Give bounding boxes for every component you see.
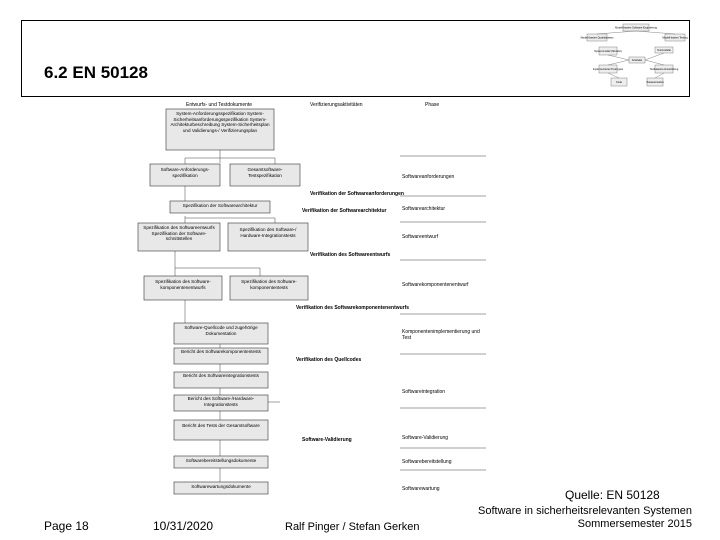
doc-box-label: System-Anforderungsspezifikation System-Sicherheitsanforderungsspezifikation System-Architekturbeschreibung System-Sicherheitsplan und Validierungs-/ Verifizierungsplan <box>170 111 270 133</box>
col-header-documents: Entwurfs- und Testdokumente <box>186 102 253 108</box>
verification-label: Verifikation des Quellcodes <box>296 357 362 363</box>
source-note: Quelle: EN 50128 <box>565 488 660 502</box>
doc-box-label: Gesamtsoftware-Testspezifikation <box>247 167 283 178</box>
doc-box-label: Spezifikation des Software-komponententests <box>241 279 297 290</box>
mini-node-label: Modell-basiert Testing <box>662 36 688 40</box>
doc-box-label: Bericht des Softwareintegrationstests <box>183 373 259 378</box>
footer-date: 10/31/2020 <box>153 519 214 533</box>
mini-node-label: Modell-basiert Qualitätstests <box>580 36 614 40</box>
verification-label: Software-Validierung <box>302 437 352 443</box>
doc-box-label: Bericht des Tests der Gesamtsoftware <box>182 423 260 428</box>
footer-authors: Ralf Pinger / Stefan Gerken <box>285 521 420 533</box>
phase-label: Softwareintegration <box>402 389 446 395</box>
mini-node-label: Systemmodell (Struktur) <box>594 50 622 53</box>
mini-node-label: Code <box>615 81 623 84</box>
doc-box-label: Bericht des Software-/Hardware-Integrationstests <box>187 396 255 407</box>
doc-box-label: Softwarewartungsdokumente <box>191 484 251 489</box>
doc-box-label: Bericht des Softwarekomponententests <box>181 349 261 354</box>
doc-box-label: Spezifikation des Software-/ Hardware-Integrationstests <box>239 227 297 238</box>
slide-title: 6.2 EN 50128 <box>44 63 148 82</box>
mini-node-label: Testautomation <box>646 81 664 84</box>
mini-node-label: Testmodelle <box>657 49 671 52</box>
phase-label: Softwarekomponentenentwurf <box>402 282 469 288</box>
phase-label: Softwareentwurf <box>402 234 439 240</box>
phase-label: Softwarewartung <box>402 486 440 492</box>
footer-course-line2: Sommersemester 2015 <box>577 518 692 530</box>
doc-box-label: Software-Quellcode und zugehörige Dokumentation <box>184 325 258 336</box>
footer-page: Page 18 <box>44 519 89 533</box>
doc-box-label: Spezifikation des Softwareentwurfs Spezifikation der Software-schnittstellen <box>143 225 215 242</box>
doc-box-label: Spezifikation des Software-komponentenentwurfs <box>155 279 211 290</box>
doc-box-label: Spezifikation der Softwarearchitektur <box>182 203 258 208</box>
doc-box-label: Softwarebereitstellungsdokumente <box>185 458 257 463</box>
col-header-phase: Phase <box>425 102 440 108</box>
en50128-lifecycle-diagram <box>130 98 500 495</box>
phase-label: Software-Validierung <box>402 435 449 441</box>
phase-label: Softwarearchitektur <box>402 206 446 212</box>
phase-label: Softwarebereitstellung <box>402 459 452 465</box>
verification-label: Verifikation des Softwareentwurfs <box>310 252 391 258</box>
phase-label: Komponentenimplementierung und Test <box>402 329 480 341</box>
mini-node-label: Implementierte Prototypen <box>592 68 624 71</box>
footer-course-line1: Software in sicherheitsrelevanten Systemen <box>478 505 692 517</box>
footer-course <box>478 505 692 531</box>
mini-node-label: Modell-basiert Software Engineering <box>615 26 657 30</box>
verification-label: Verifikation des Softwarekomponentenentwurfs <box>296 305 410 311</box>
phase-separators <box>400 156 486 470</box>
col-header-verification: Verifizierungsaktivitäten <box>310 102 363 108</box>
mini-process-diagram <box>580 22 690 92</box>
mini-node-label: Artefakte <box>631 59 643 62</box>
doc-box-label: Software-Anforderungs-spezifikation <box>160 167 210 178</box>
verification-label: Verifikation der Softwarearchitektur <box>302 208 387 214</box>
phase-label: Softwareanforderungen <box>402 174 455 180</box>
verification-label: Verifikation der Softwareanforderungen <box>310 191 404 197</box>
mini-node-label: Testbasierte Entwicklung <box>649 68 679 71</box>
